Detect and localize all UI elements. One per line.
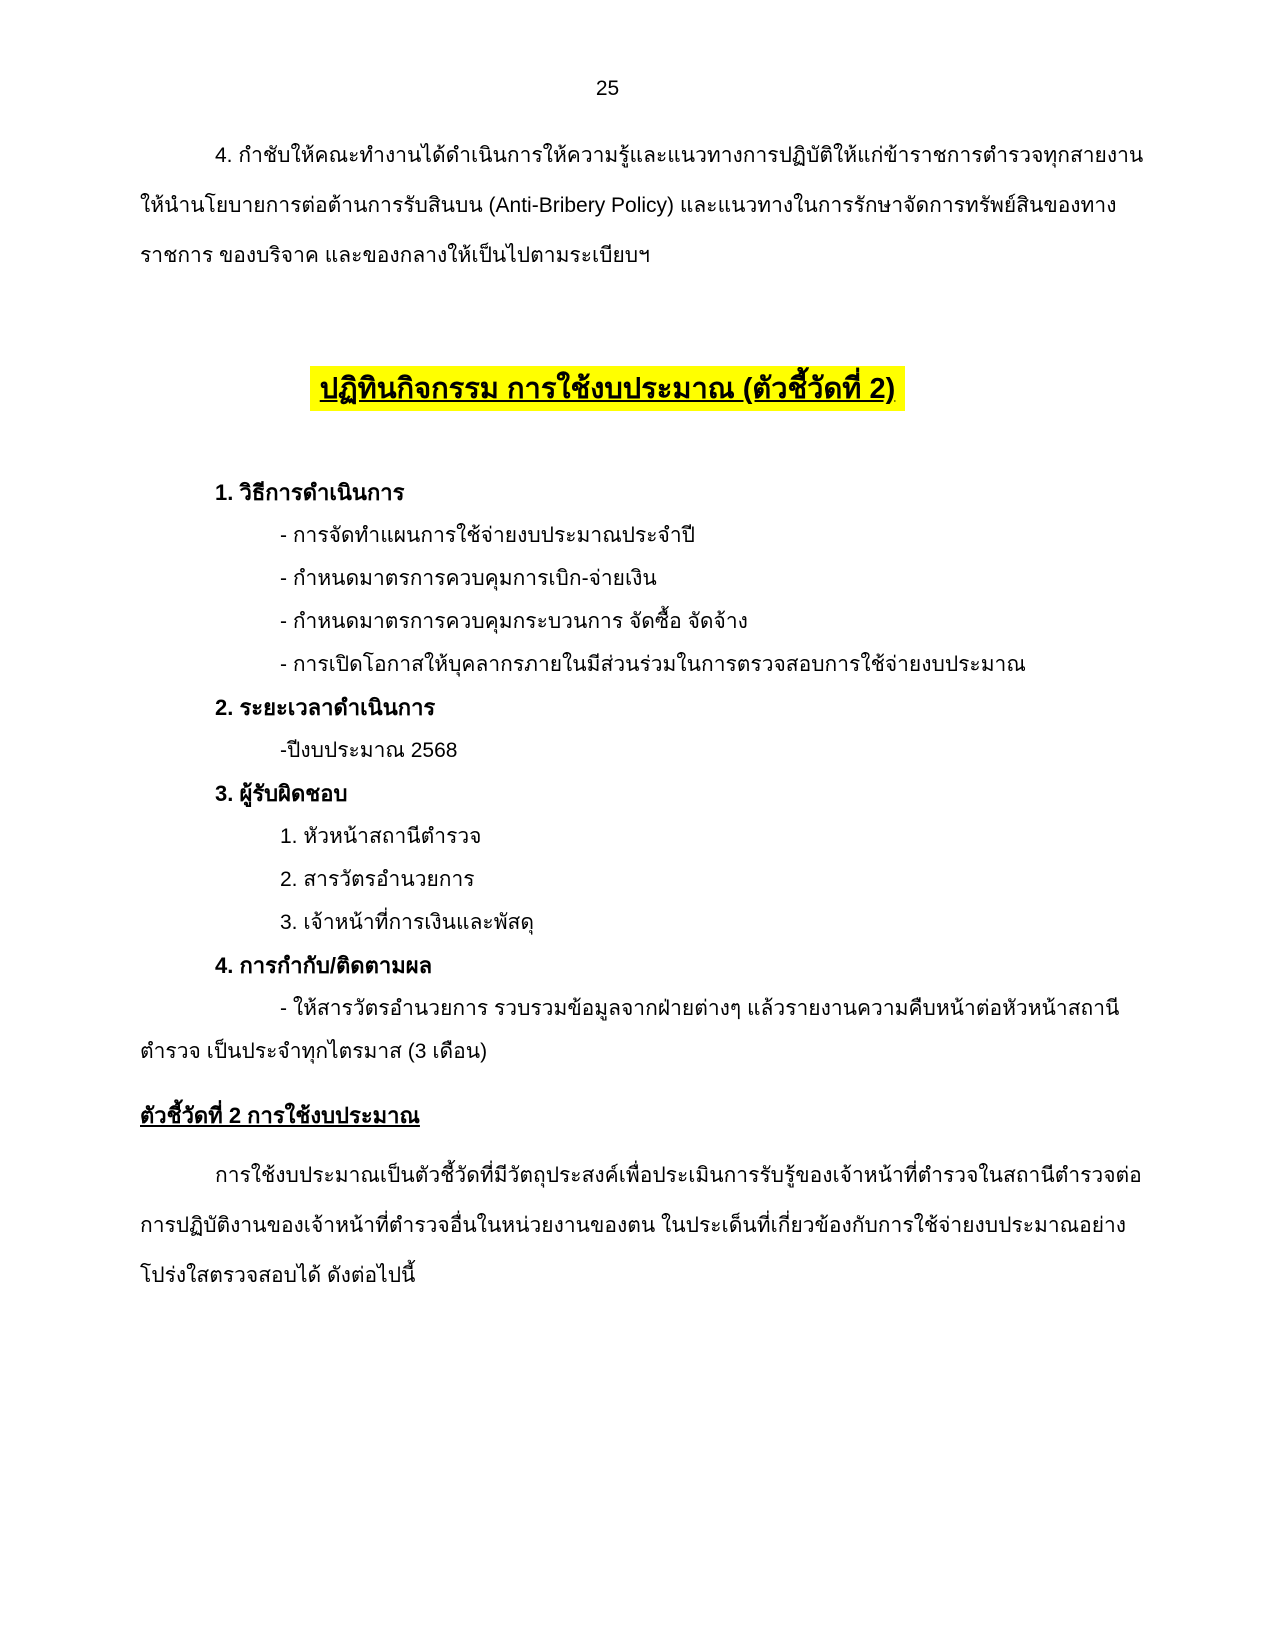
list-item: - การจัดทำแผนการใช้จ่ายงบประมาณประจำปี (280, 524, 695, 548)
closing-paragraph-line: โปร่งใสตรวจสอบได้ ดังต่อไปนี้ (140, 1264, 416, 1288)
list-item: 3. เจ้าหน้าที่การเงินและพัสดุ (280, 911, 535, 935)
calendar-title-container (140, 366, 1075, 411)
list-item: - การเปิดโอกาสให้บุคลากรภายในมีส่วนร่วมในการตรวจสอบการใช้จ่ายงบประมาณ (280, 653, 1026, 677)
section-heading: 3. ผู้รับผิดชอบ (215, 781, 348, 807)
section-continuation-line: ตำรวจ เป็นประจำทุกไตรมาส (3 เดือน) (140, 1040, 488, 1064)
section-heading: 4. การกำกับ/ติดตามผล (215, 953, 433, 979)
section-responsible (140, 772, 1075, 944)
indicator-heading: ตัวชี้วัดที่ 2 การใช้งบประมาณ (140, 1103, 420, 1129)
section-heading: 1. วิธีการดำเนินการ (215, 480, 405, 506)
closing-paragraph (140, 1151, 1142, 1301)
sections (140, 471, 1120, 1073)
section-monitoring (140, 944, 1120, 1073)
list-item: - กำหนดมาตรการควบคุมกระบวนการ จัดซื้อ จัดจ้าง (280, 610, 748, 634)
section-procedure (140, 471, 1075, 686)
closing-paragraph-line: การปฏิบัติงานของเจ้าหน้าที่ตำรวจอื่นในหน่วยงานของตน ในประเด็นที่เกี่ยวข้องกับการใช้จ่ายงบประมาณอย่าง (140, 1214, 1127, 1238)
closing-paragraph-line: การใช้งบประมาณเป็นตัวชี้วัดที่มีวัตถุประสงค์เพื่อประเมินการรับรู้ของเจ้าหน้าที่ตำรวจในสถานีตำรวจต่อ (215, 1164, 1142, 1188)
list-item: - กำหนดมาตรการควบคุมการเบิก-จ่ายเงิน (280, 567, 657, 591)
intro-paragraph-line: ราชการ ของบริจาค และของกลางให้เป็นไปตามระเบียบฯ (140, 244, 650, 268)
activity-calendar-title: ปฏิทินกิจกรรม การใช้งบประมาณ (ตัวชี้วัดที่ 2) (310, 366, 906, 411)
list-item: -ปีงบประมาณ 2568 (280, 739, 458, 763)
page-number: 25 (595, 77, 620, 100)
intro-paragraph (140, 131, 1144, 281)
intro-paragraph-line: ให้นำนโยบายการต่อต้านการรับสินบน (Anti-Bribery Policy) และแนวทางในการรักษาจัดการทรัพย์สินของทาง (140, 194, 1117, 218)
section-timeframe (140, 686, 1075, 772)
list-item: 1. หัวหน้าสถานีตำรวจ (280, 825, 482, 849)
intro-paragraph-line: 4. กำชับให้คณะทำงานได้ดำเนินการให้ความรู้และแนวทางการปฏิบัติให้แก่ข้าราชการตำรวจทุกสายงาน (215, 144, 1144, 168)
section-heading: 2. ระยะเวลาดำเนินการ (215, 695, 436, 721)
list-item: - ให้สารวัตรอำนวยการ รวบรวมข้อมูลจากฝ่ายต่างๆ แล้วรายงานความคืบหน้าต่อหัวหน้าสถานี (280, 997, 1120, 1021)
list-item: 2. สารวัตรอำนวยการ (280, 868, 475, 892)
